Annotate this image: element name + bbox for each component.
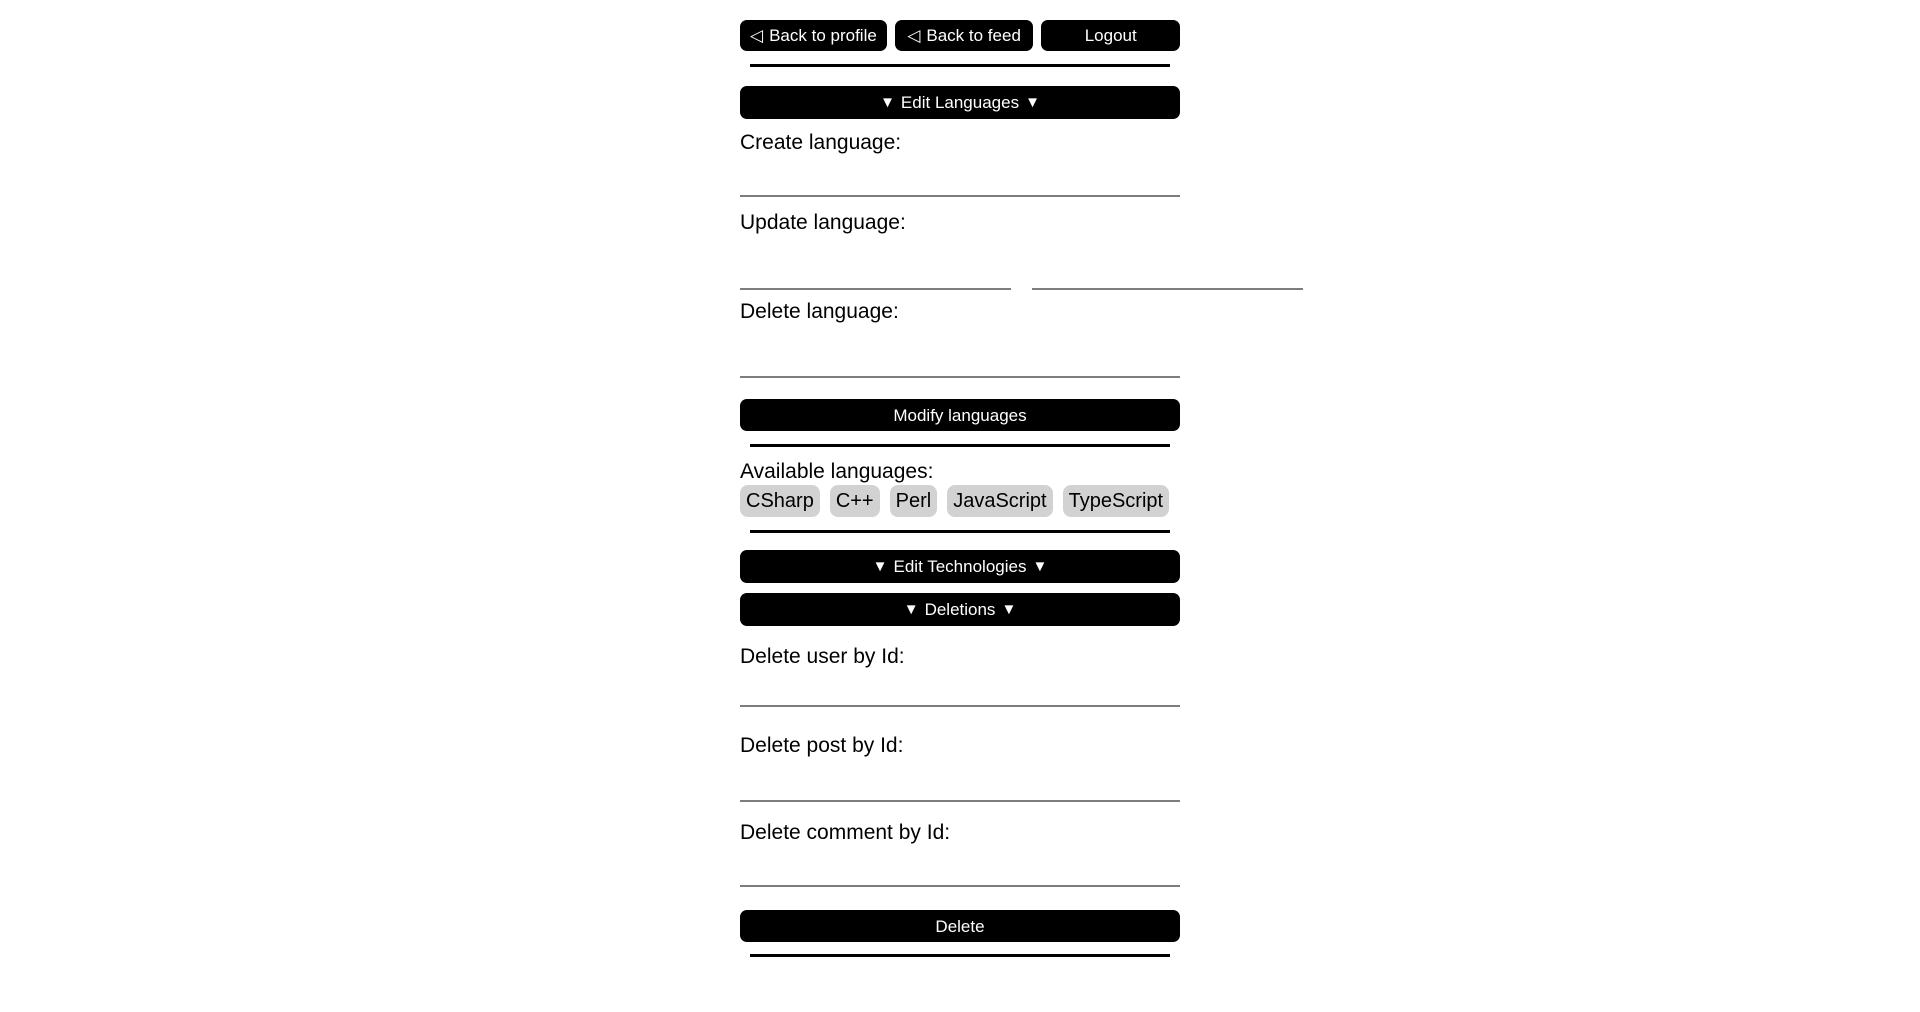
logout-button[interactable]	[1041, 20, 1180, 51]
delete-language-label: Delete language:	[740, 300, 899, 323]
divider	[750, 444, 1170, 447]
edit-technologies-toggle-label: Edit Technologies	[893, 557, 1027, 576]
caret-down-icon: ▼	[1032, 558, 1048, 575]
caret-down-icon: ▼	[903, 601, 919, 618]
edit-technologies-toggle[interactable]	[740, 550, 1180, 583]
update-language-new-input[interactable]	[1032, 257, 1303, 290]
update-language-inputs	[740, 257, 1180, 290]
admin-panel	[740, 0, 1180, 957]
delete-button[interactable]	[740, 910, 1180, 942]
language-tag: CSharp	[740, 485, 820, 517]
topbar	[740, 20, 1180, 51]
language-tag: C++	[830, 485, 880, 517]
update-language-old-input[interactable]	[740, 257, 1011, 290]
logout-label: Logout	[1084, 26, 1137, 45]
delete-post-input[interactable]	[740, 769, 1180, 802]
delete-comment-input[interactable]	[740, 854, 1180, 887]
delete-language-input[interactable]	[740, 345, 1180, 378]
back-to-profile-label: Back to profile	[769, 26, 877, 45]
edit-languages-toggle-label: Edit Languages	[900, 93, 1020, 112]
divider	[750, 954, 1170, 957]
back-to-feed-button[interactable]	[895, 20, 1034, 51]
modify-languages-button[interactable]	[740, 399, 1180, 431]
available-languages-list	[740, 485, 1180, 517]
delete-comment-label: Delete comment by Id:	[740, 821, 951, 844]
delete-post-label: Delete post by Id:	[740, 734, 904, 757]
create-language-input[interactable]	[740, 164, 1180, 197]
back-icon: ◁	[750, 26, 764, 45]
caret-down-icon: ▼	[880, 94, 895, 111]
modify-languages-label: Modify languages	[893, 405, 1027, 425]
back-to-profile-button[interactable]	[740, 20, 887, 51]
language-tag: JavaScript	[947, 485, 1052, 517]
language-tag: Perl	[890, 485, 938, 517]
deletions-toggle[interactable]	[740, 593, 1180, 626]
divider	[750, 530, 1170, 533]
edit-languages-toggle[interactable]	[740, 86, 1180, 119]
delete-button-label: Delete	[935, 916, 985, 936]
deletions-toggle-label: Deletions	[924, 600, 996, 619]
available-languages-label: Available languages:	[740, 460, 934, 483]
back-to-feed-label: Back to feed	[926, 26, 1021, 45]
update-language-label: Update language:	[740, 211, 906, 234]
create-language-label: Create language:	[740, 131, 902, 154]
caret-down-icon: ▼	[1001, 601, 1017, 618]
delete-user-input[interactable]	[740, 674, 1180, 707]
caret-down-icon: ▼	[872, 558, 888, 575]
back-icon: ◁	[907, 26, 921, 45]
language-tag: TypeScript	[1063, 485, 1169, 517]
caret-down-icon: ▼	[1025, 94, 1040, 111]
delete-user-label: Delete user by Id:	[740, 645, 905, 668]
divider	[750, 64, 1170, 67]
